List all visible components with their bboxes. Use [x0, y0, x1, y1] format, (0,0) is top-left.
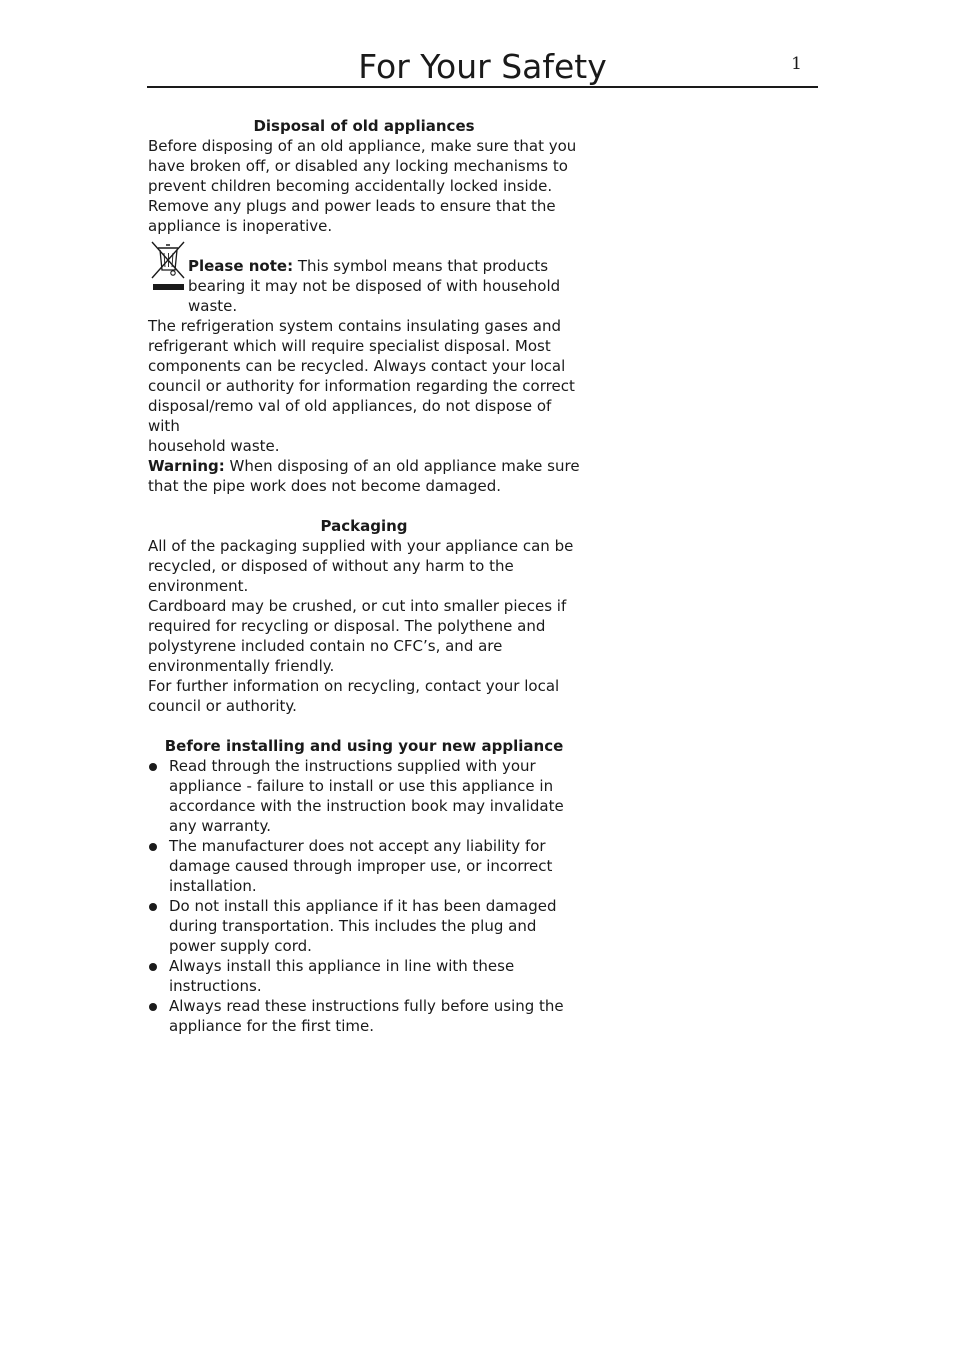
warning-text: When disposing of an old appliance make sure — [229, 457, 580, 475]
disposal-intro-line: appliance is inoperative. — [148, 217, 333, 235]
disposal-intro-line: Before disposing of an old appliance, make sure that you — [148, 137, 577, 155]
disposal-intro-line: Remove any plugs and power leads to ensure that the — [148, 197, 556, 215]
page-title: For Your Safety — [358, 47, 607, 86]
list-item-line: Read through the instructions supplied with your — [169, 757, 536, 775]
list-item-line: appliance - failure to install or use this appliance in — [169, 777, 554, 795]
disposal-body-line: disposal/remo val of old appliances, do not dispose of with — [148, 397, 552, 435]
list-item — [148, 956, 580, 996]
packaging-line: For further information on recycling, contact your local — [148, 677, 560, 695]
list-item-line: any warranty. — [169, 817, 271, 835]
list-item-line: instructions. — [169, 977, 262, 995]
packaging-line: council or authority. — [148, 697, 297, 715]
installing-bullet-list — [148, 756, 580, 1036]
list-item-line: Always read these instructions fully before using the — [169, 997, 564, 1015]
installing-section — [148, 736, 580, 1036]
warning-label: Warning: — [148, 457, 225, 475]
disposal-intro-line: prevent children becoming accidentally locked inside. — [148, 177, 553, 195]
bullet-icon — [149, 1003, 157, 1011]
disposal-body-line: refrigerant which will require specialist disposal. Most — [148, 337, 551, 355]
list-item-line: appliance for the first time. — [169, 1017, 375, 1035]
list-item-line: Do not install this appliance if it has been damaged — [169, 897, 557, 915]
page-header — [147, 44, 818, 88]
spacer — [148, 716, 580, 736]
please-note-label: Please note: — [188, 257, 294, 275]
disposal-body-line: household waste. — [148, 437, 280, 455]
list-item-line: The manufacturer does not accept any liability for — [169, 837, 546, 855]
please-note-block — [148, 256, 580, 316]
bullet-icon — [149, 763, 157, 771]
packaging-section — [148, 516, 580, 716]
warning-line: that the pipe work does not become damaged. — [148, 477, 502, 495]
warning-line — [148, 456, 580, 476]
please-note-line — [188, 256, 580, 276]
disposal-body-line: council or authority for information regarding the correct — [148, 377, 575, 395]
list-item-line: installation. — [169, 877, 257, 895]
please-note-line: bearing it may not be disposed of with household — [188, 277, 561, 295]
disposal-body-line: The refrigeration system contains insulating gases and — [148, 317, 561, 335]
disposal-section — [148, 116, 580, 496]
list-item — [148, 996, 580, 1036]
installing-heading: Before installing and using your new appliance — [164, 737, 564, 755]
page-number: 1 — [791, 54, 802, 74]
packaging-line: recycled, or disposed of without any harm to the — [148, 557, 514, 575]
please-note-line: waste. — [188, 297, 238, 315]
list-item-line: damage caused through improper use, or incorrect — [169, 857, 553, 875]
packaging-line: polystyrene included contain no CFC’s, and are — [148, 637, 503, 655]
please-note-text: This symbol means that products — [297, 257, 549, 275]
list-item — [148, 756, 580, 836]
spacer — [148, 236, 580, 256]
packaging-line: All of the packaging supplied with your appliance can be — [148, 537, 574, 555]
packaging-heading: Packaging — [320, 517, 408, 535]
crossed-out-wheelie-bin-icon — [149, 240, 186, 292]
content-column — [148, 116, 580, 1036]
packaging-line: required for recycling or disposal. The polythene and — [148, 617, 546, 635]
bullet-icon — [149, 843, 157, 851]
disposal-heading: Disposal of old appliances — [253, 117, 475, 135]
list-item — [148, 836, 580, 896]
spacer — [148, 496, 580, 516]
disposal-intro-line: have broken off, or disabled any locking mechanisms to — [148, 157, 568, 175]
list-item-line: during transportation. This includes the plug and — [169, 917, 537, 935]
list-item-line: power supply cord. — [169, 937, 312, 955]
list-item — [148, 896, 580, 956]
packaging-line: environmentally friendly. — [148, 657, 335, 675]
packaging-line: Cardboard may be crushed, or cut into smaller pieces if — [148, 597, 567, 615]
list-item-line: accordance with the instruction book may invalidate — [169, 797, 564, 815]
bullet-icon — [149, 963, 157, 971]
list-item-line: Always install this appliance in line with these — [169, 957, 515, 975]
disposal-body-line: components can be recycled. Always contact your local — [148, 357, 566, 375]
bullet-icon — [149, 903, 157, 911]
packaging-line: environment. — [148, 577, 249, 595]
